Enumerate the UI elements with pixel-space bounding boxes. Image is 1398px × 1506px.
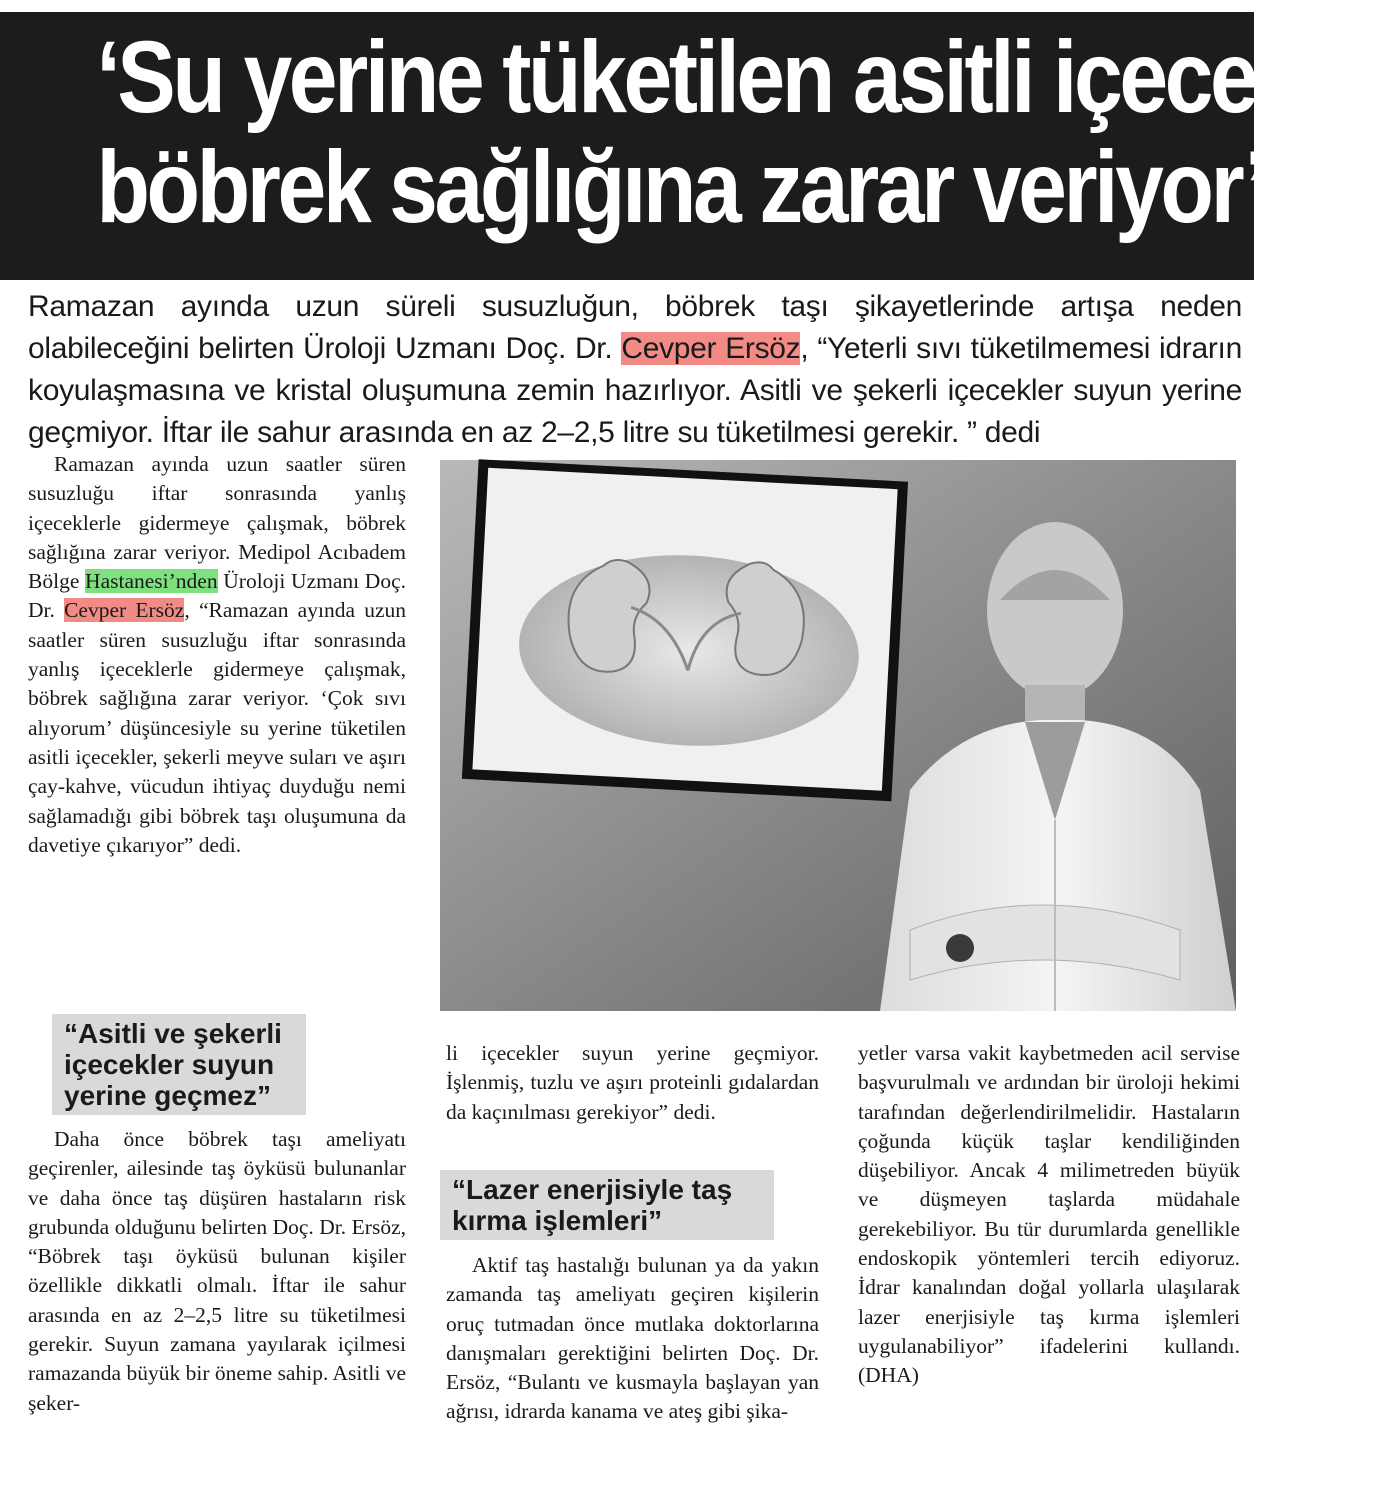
body-paragraph: yetler varsa vakit kaybetmeden acil servise başvurulmalı ve ardından bir üroloji hekimi tarafından değerlendirilmelidir. Hastaların çoğunda küçük taşlar kendiliğinden düşebiliyor. Ancak 4 milimetreden büyük ve düşmeyen taşlarda müdahale gerekebiliyor. Bu tür durumlarda genellikle endoskopik yöntemleri tercih ediyoruz. İdrar kanalından doğal yollarla ulaşılarak lazer enerjisiyle taş kırma işlemleri uygulanabiliyor” ifadelerini kullandı. (DHA) <box>858 1041 1240 1388</box>
photo-illustration <box>440 460 1236 1011</box>
subheading-2: “Lazer enerjisiyle taş kırma işlemleri” <box>440 1170 774 1240</box>
headline-line-1: ‘Su yerine tüketilen asitli içecekler <box>96 20 1398 134</box>
lead-text-b: , “Yeterli sıvı tüketilmemesi idrarın koyulaşmasına ve kristal oluşumuna zemin hazırlıyor. Asitli ve şekerli içecekler suyun yerine geçmiyor. İftar ile sahur arasında en az 2–2,5 litre su tüketilmesi gerekir. ” dedi <box>28 332 1242 449</box>
headline-line-2: böbrek sağlığına zarar veriyor’ <box>96 130 1266 244</box>
body-paragraph <box>28 450 406 860</box>
body-paragraph: li içecekler suyun yerine geçmiyor. İşlenmiş, tuzlu ve aşırı proteinli gıdalardan da kaçınılması gerekiyor” dedi. <box>446 1041 819 1124</box>
column-2 <box>446 1039 819 1127</box>
body-text: , “Ramazan ayında uzun saatler süren susuzluğu iftar sonrasında yanlış içeceklerle gidermeye çalışmak, böbrek sağlığına zarar veriyor. ‘Çok sıvı alıyorum’ düşüncesiyle su yerine tüketilen asitli içecekler, şekerli meyve suları ve aşırı çay-kahve, vücudun ihtiyaç duyduğu nemi sağlamadığı gibi böbrek taşı oluşumuna da davetiye çıkarıyor” dedi. <box>28 598 407 857</box>
lead-text-a: Ramazan ayında uzun süreli susuzluğun, böbrek taşı şikayetlerinde artışa neden olabileceğini belirten Üroloji Uzmanı Doç. Dr. <box>28 290 1242 365</box>
body-paragraph: Aktif taş hastalığı bulunan ya da yakın zamanda taş ameliyatı geçiren kişilerin oruç tutmadan önce mutlaka doktorlarına danışmaları gerektiğini belirten Doç. Dr. Ersöz, “Bulantı ve kusmayla başlayan yan ağrısı, idrarda kanama ve ateş gibi şika- <box>446 1253 819 1424</box>
lead-paragraph <box>28 286 1242 454</box>
column-2-continued <box>446 1251 819 1427</box>
column-3 <box>858 1039 1240 1391</box>
body-text: Ramazan ayında uzun saatler süren susuzluğu iftar sonrasında yanlış içeceklerle gidermeye çalışmak, böbrek sağlığına zarar veriyor. Medipol Acıbadem Bölge <box>28 452 406 594</box>
body-text: Üroloji Uzmanı Doç. Dr. <box>28 569 406 623</box>
highlighted-name: Cevper Ersöz <box>64 598 185 623</box>
column-1 <box>28 450 406 860</box>
highlighted-name: Cevper Ersöz <box>621 332 801 365</box>
column-1-continued <box>28 1125 406 1418</box>
subheading-1: “Asitli ve şekerli içecekler suyun yerine geçmez” <box>52 1014 306 1115</box>
body-paragraph: Daha önce böbrek taşı ameliyatı geçirenler, ailesinde taş öyküsü bulunanlar ve daha önce taş düşüren hastaların risk grubunda olduğunu belirten Doç. Dr. Ersöz, “Böbrek taşı öyküsü bulunan kişiler özellikle dikkatli olmalı. İftar ile sahur arasında en az 2–2,5 litre su tüketilmesi gerekir. Suyun zamana yayılarak içilmesi ramazanda büyük bir öneme sahip. Asitli ve şeker- <box>28 1127 406 1415</box>
headline <box>96 20 1398 244</box>
article-photo <box>440 460 1236 1011</box>
highlighted-hospital: Hastanesi’nden <box>85 569 218 594</box>
